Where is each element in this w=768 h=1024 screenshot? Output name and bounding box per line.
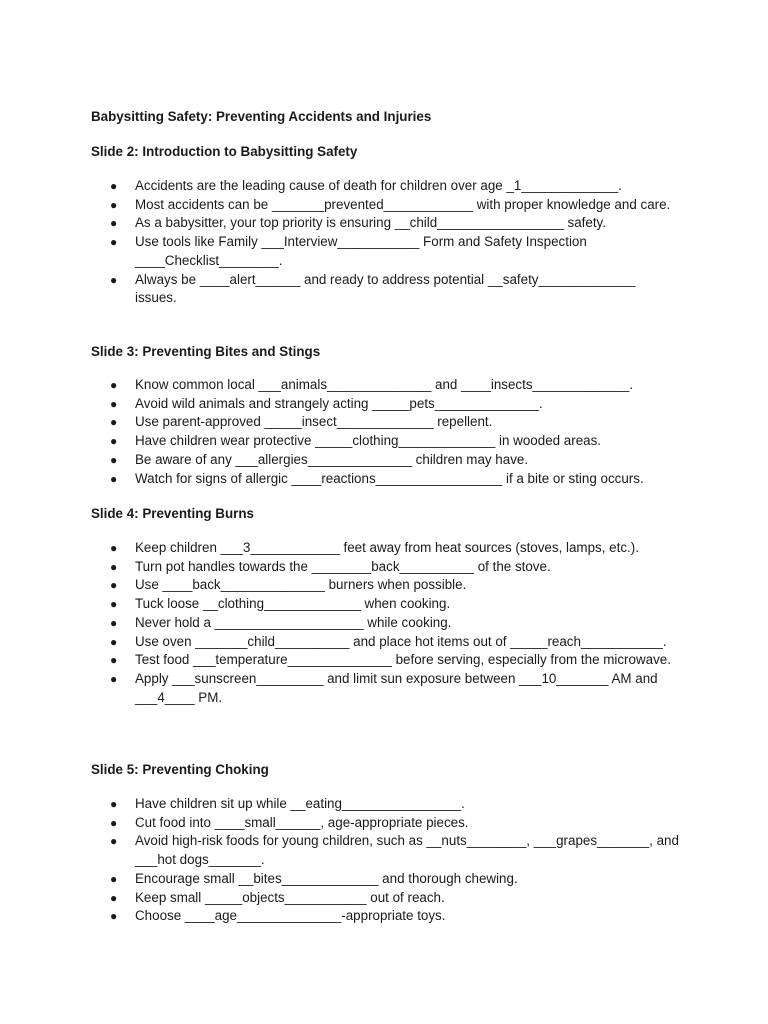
list-item [110, 470, 680, 489]
bullet-icon: ● [110, 797, 118, 811]
list-item [110, 870, 680, 889]
list-item [110, 432, 680, 451]
slide-5-bullet-list [110, 795, 680, 926]
list-item-text: Encourage small __bites_____________ and thorough chewing. [135, 870, 518, 886]
list-item-text: Have children sit up while __eating________________. [135, 796, 465, 811]
list-item [110, 177, 680, 196]
slide-4-bullet-list [110, 539, 680, 707]
list-item [110, 814, 680, 833]
list-item [110, 795, 680, 814]
list-item [110, 832, 680, 869]
list-item [110, 907, 680, 926]
list-item-text: Use oven _______child__________ and place hot items out of _____reach___________. [135, 633, 667, 649]
list-item [110, 889, 680, 908]
list-item-text: Watch for signs of allergic ____reactions_________________ if a bite or sting occurs. [135, 470, 644, 486]
slide-2-heading: Slide 2: Introduction to Babysitting Safety [91, 144, 358, 159]
bullet-icon: ● [110, 378, 118, 392]
list-item-text: Know common local ___animals______________ and ____insects_____________. [135, 377, 634, 392]
list-item-text: Use ____back______________ burners when possible. [135, 577, 467, 593]
bullet-icon: ● [110, 471, 118, 486]
bullet-icon: ● [110, 179, 118, 193]
list-item-text: Be aware of any ___allergies______________ children may have. [135, 451, 529, 467]
list-item [110, 595, 680, 614]
list-item [110, 614, 680, 633]
bullet-icon: ● [110, 653, 118, 668]
list-item [110, 376, 680, 395]
list-item-text: Never hold a ____________________ while cooking. [135, 614, 452, 630]
list-item-text: Keep small _____objects___________ out of reach. [135, 889, 445, 905]
slide-5-heading: Slide 5: Preventing Choking [91, 762, 269, 777]
bullet-icon: ● [110, 671, 118, 686]
bullet-icon: ● [110, 890, 118, 905]
list-item-text: As a babysitter, your top priority is ensuring __child_________________ safety. [135, 215, 606, 231]
list-item [110, 539, 680, 558]
bullet-icon: ● [110, 615, 118, 630]
bullet-icon: ● [110, 578, 118, 593]
list-item-text: Test food ___temperature______________ before serving, especially from the microwave. [135, 652, 671, 668]
list-item [110, 214, 680, 233]
list-item [110, 196, 680, 215]
slide-3-bullet-list [110, 376, 680, 488]
slide-4-heading: Slide 4: Preventing Burns [91, 506, 254, 521]
list-item-text: Accidents are the leading cause of death for children over age _1_____________. [135, 178, 622, 193]
list-item-text: Turn pot handles towards the ________back__________ of the stove. [135, 558, 551, 574]
list-item [110, 576, 680, 595]
bullet-icon: ● [110, 559, 118, 574]
bullet-icon: ● [110, 909, 118, 924]
bullet-icon: ● [110, 634, 118, 649]
bullet-icon: ● [110, 396, 118, 411]
bullet-icon: ● [110, 415, 118, 430]
list-item-text: Always be ____alert______ and ready to address potential __safety_____________ issues. [135, 271, 636, 306]
list-item [110, 233, 680, 270]
bullet-icon: ● [110, 871, 118, 886]
list-item-text: Apply ___sunscreen_________ and limit sun exposure between ___10_______ AM and ___4____ PM. [135, 670, 658, 705]
bullet-icon: ● [110, 541, 118, 555]
document-title: Babysitting Safety: Preventing Accidents and Injuries [91, 109, 432, 124]
list-item [110, 633, 680, 652]
list-item-text: Avoid wild animals and strangely acting _____pets______________. [135, 395, 543, 411]
bullet-icon: ● [110, 235, 118, 250]
list-item-text: Use tools like Family ___Interview___________ Form and Safety Inspection ____Checklist________. [135, 234, 587, 268]
bullet-icon: ● [110, 216, 118, 231]
list-item-text: Keep children ___3____________ feet away from heat sources (stoves, lamps, etc.). [135, 540, 639, 555]
list-item-text: Tuck loose __clothing_____________ when cooking. [135, 596, 451, 612]
bullet-icon: ● [110, 834, 118, 849]
list-item [110, 670, 680, 707]
list-item [110, 651, 680, 670]
list-item-text: Use parent-approved _____insect_____________ repellent. [135, 414, 493, 430]
slide-2-bullet-list [110, 177, 680, 308]
list-item-text: Have children wear protective _____clothing_____________ in wooded areas. [135, 433, 602, 449]
list-item-text: Choose ____age______________-appropriate toys. [135, 908, 446, 924]
bullet-icon: ● [110, 597, 118, 612]
bullet-icon: ● [110, 452, 118, 467]
bullet-icon: ● [110, 197, 118, 212]
list-item [110, 558, 680, 577]
list-item-text: Avoid high-risk foods for young children, such as __nuts________, ___grapes_______, and ___hot dogs_______. [135, 833, 679, 868]
bullet-icon: ● [110, 272, 118, 287]
list-item [110, 271, 680, 308]
bullet-icon: ● [110, 815, 118, 830]
slide-3-heading: Slide 3: Preventing Bites and Stings [91, 344, 321, 359]
list-item [110, 395, 680, 414]
list-item [110, 413, 680, 432]
bullet-icon: ● [110, 434, 118, 449]
list-item-text: Most accidents can be _______prevented____________ with proper knowledge and care. [135, 196, 671, 212]
list-item [110, 451, 680, 470]
list-item-text: Cut food into ____small______, age-appropriate pieces. [135, 814, 469, 830]
